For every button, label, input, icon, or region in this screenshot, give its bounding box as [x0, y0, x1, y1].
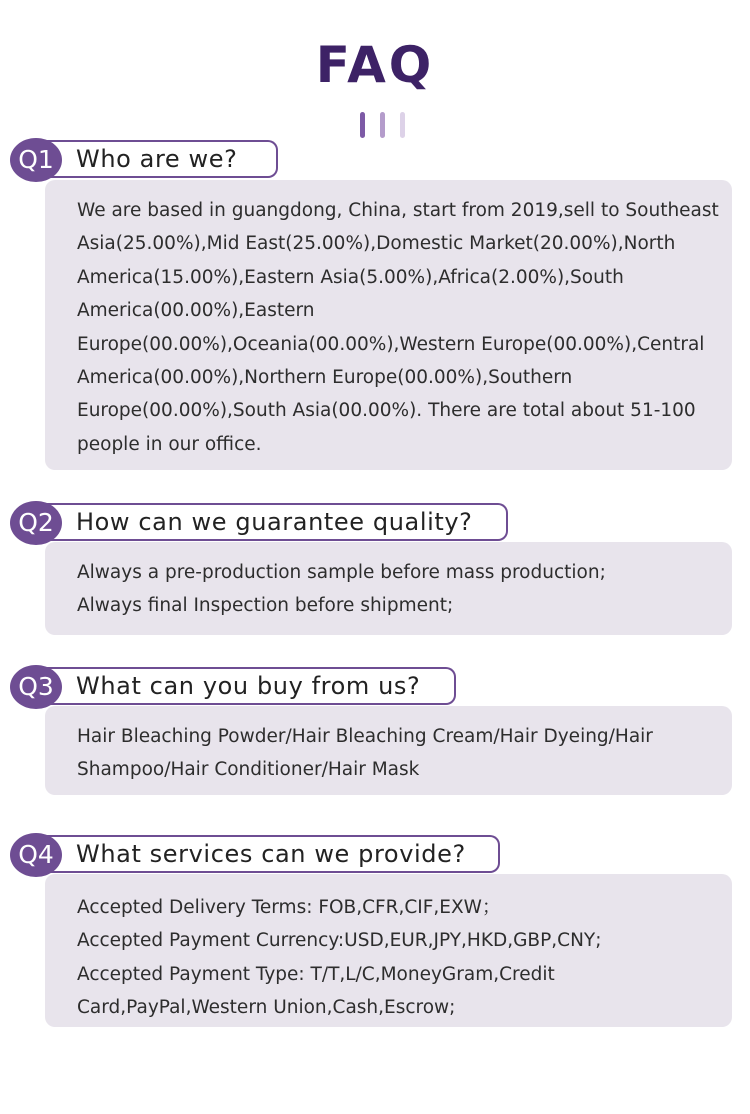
- answer-line: Hair Bleaching Powder/Hair Bleaching Cream/Hair Dyeing/Hair: [77, 726, 653, 747]
- answer-line: Europe(00.00%),Oceania(00.00%),Western Europe(00.00%),Central: [77, 333, 705, 355]
- question-text: What can you buy from us?: [46, 667, 456, 705]
- answer-line: Always final Inspection before shipment;: [77, 595, 454, 617]
- answer-panel: [45, 706, 732, 795]
- answer-line: Asia(25.00%),Mid East(25.00%),Domestic Market(20.00%),North: [77, 233, 676, 255]
- answer-line: We are based in guangdong, China, start from 2019,sell to Southeast: [77, 200, 719, 221]
- answer-panel: [45, 874, 732, 1027]
- answer-line: Card,PayPal,Western Union,Cash,Escrow;: [77, 997, 456, 1019]
- decor-bar: [360, 112, 365, 138]
- answer-line: Accepted Payment Currency:USD,EUR,JPY,HKD,GBP,CNY;: [77, 930, 602, 952]
- answer-panel: [45, 542, 732, 635]
- question-text: Who are we?: [46, 140, 278, 178]
- question-badge: Q4: [10, 833, 62, 877]
- answer-line: Always a pre-production sample before mass production;: [77, 562, 606, 583]
- title-decoration: [360, 112, 410, 138]
- decor-bar: [400, 112, 405, 138]
- answer-line: Europe(00.00%),South Asia(00.00%). There are total about 51-100: [77, 400, 696, 422]
- question-badge: Q2: [10, 501, 62, 545]
- question-badge: Q1: [10, 138, 62, 182]
- question-badge: Q3: [10, 665, 62, 709]
- answer-line: America(00.00%),Northern Europe(00.00%),Southern: [77, 367, 573, 389]
- page-title: FAQ: [315, 36, 435, 94]
- answer-line: America(00.00%),Eastern: [77, 300, 315, 322]
- question-text: How can we guarantee quality?: [46, 503, 508, 541]
- question-text: What services can we provide?: [46, 835, 500, 873]
- answer-line: America(15.00%),Eastern Asia(5.00%),Africa(2.00%),South: [77, 266, 624, 288]
- answer-line: people in our office.: [77, 433, 262, 455]
- decor-bar: [380, 112, 385, 138]
- answer-line: Accepted Payment Type: T/T,L/C,MoneyGram,Credit: [77, 963, 555, 985]
- answer-line: Shampoo/Hair Conditioner/Hair Mask: [77, 759, 420, 781]
- answer-line: Accepted Delivery Terms: FOB,CFR,CIF,EXW；: [77, 897, 501, 918]
- answer-panel: [45, 180, 732, 470]
